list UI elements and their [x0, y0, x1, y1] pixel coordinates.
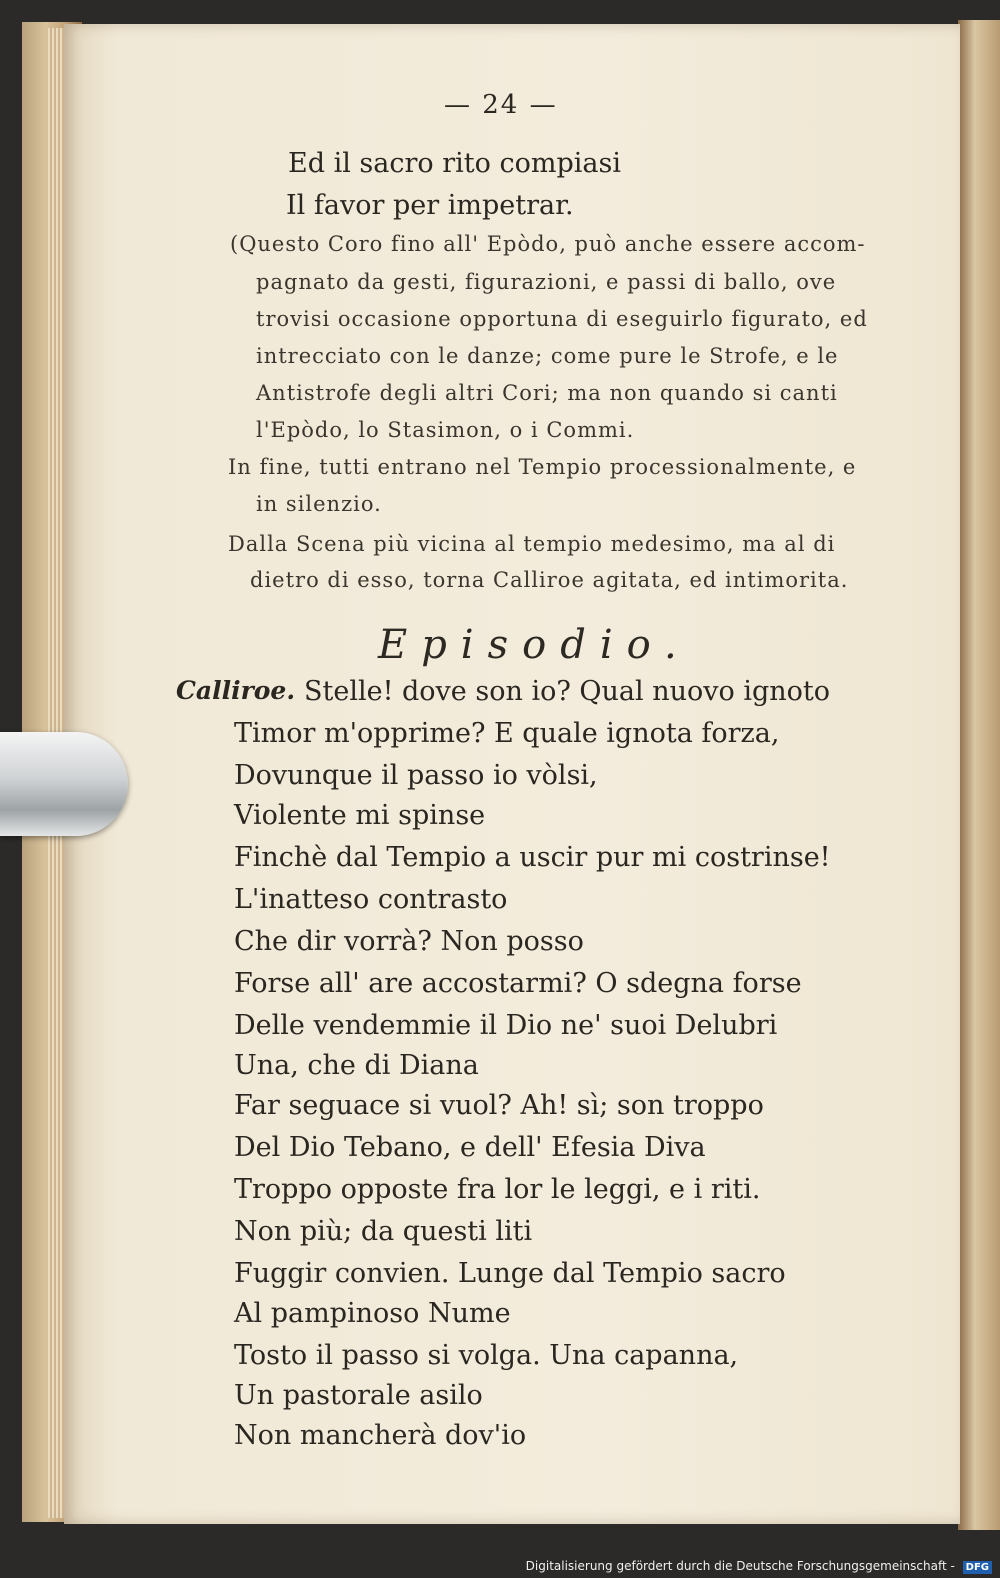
stage-direction-line: intrecciato con le danze; come pure le Strofe, e le	[256, 344, 839, 368]
verse-line: Troppo opposte fra lor le leggi, e i riti.	[234, 1174, 761, 1205]
verse-line: Stelle! dove son io? Qual nuovo ignoto	[304, 676, 831, 707]
verse-line: Forse all' are accostarmi? O sdegna forse	[234, 968, 802, 999]
verse-line: Al pampinoso Nume	[234, 1298, 511, 1329]
verse-line: Finchè dal Tempio a uscir pur mi costrinse!	[234, 842, 831, 873]
verse-line: Che dir vorrà? Non posso	[234, 926, 584, 957]
verse-line: Una, che di Diana	[234, 1050, 479, 1081]
verse-line: Delle vendemmie il Dio ne' suoi Delubri	[234, 1010, 778, 1041]
digitization-credit	[526, 1559, 992, 1574]
credit-text: Digitalisierung gefördert durch die Deutsche Forschungsgemeinschaft -	[525, 1559, 955, 1573]
stage-direction-line: dietro di esso, torna Calliroe agitata, ed intimorita.	[250, 568, 849, 592]
stage-direction-line: l'Epòdo, lo Stasimon, o i Commi.	[256, 418, 635, 442]
verse-line: Violente mi spinse	[234, 800, 486, 831]
verse-line: Fuggir convien. Lunge dal Tempio sacro	[234, 1258, 786, 1289]
page-number: — 24 —	[444, 90, 558, 120]
verse-line: Tosto il passo si volga. Una capanna,	[234, 1340, 739, 1371]
stage-direction-line: (Questo Coro fino all' Epòdo, può anche essere accom-	[230, 232, 866, 256]
verse-line: Non mancherà dov'io	[234, 1420, 527, 1451]
verse-line: Non più; da questi liti	[234, 1216, 533, 1247]
verse-line: Del Dio Tebano, e dell' Efesia Diva	[234, 1132, 706, 1163]
speaker-name: Calliroe.	[176, 676, 296, 705]
verse-line: Un pastorale asilo	[234, 1380, 483, 1411]
opening-verse-line: Il favor per impetrar.	[286, 190, 574, 221]
stage-direction-line: Antistrofe degli altri Cori; ma non quando si canti	[256, 381, 838, 405]
stage-direction-line: pagnato da gesti, figurazioni, e passi di ballo, ove	[256, 270, 837, 294]
stage-direction-line: in silenzio.	[256, 492, 382, 516]
dfg-logo: DFG	[963, 1561, 992, 1574]
verse-line: L'inatteso contrasto	[234, 884, 508, 915]
verse-line: Dovunque il passo io vòlsi,	[234, 760, 598, 791]
section-heading: Episodio.	[378, 622, 691, 668]
page-clip	[0, 732, 128, 836]
stage-direction-line: In fine, tutti entrano nel Tempio processionalmente, e	[228, 455, 857, 479]
right-page-stack	[958, 20, 1000, 1530]
stage-direction-line: Dalla Scena più vicina al tempio medesimo, ma al di	[228, 532, 836, 556]
stage-direction-line: trovisi occasione opportuna di eseguirlo figurato, ed	[256, 307, 868, 331]
verse-line: Timor m'opprime? E quale ignota forza,	[234, 718, 780, 749]
verse-line: Far seguace si vuol? Ah! sì; son troppo	[234, 1090, 764, 1121]
opening-verse-line: Ed il sacro rito compiasi	[288, 148, 621, 179]
